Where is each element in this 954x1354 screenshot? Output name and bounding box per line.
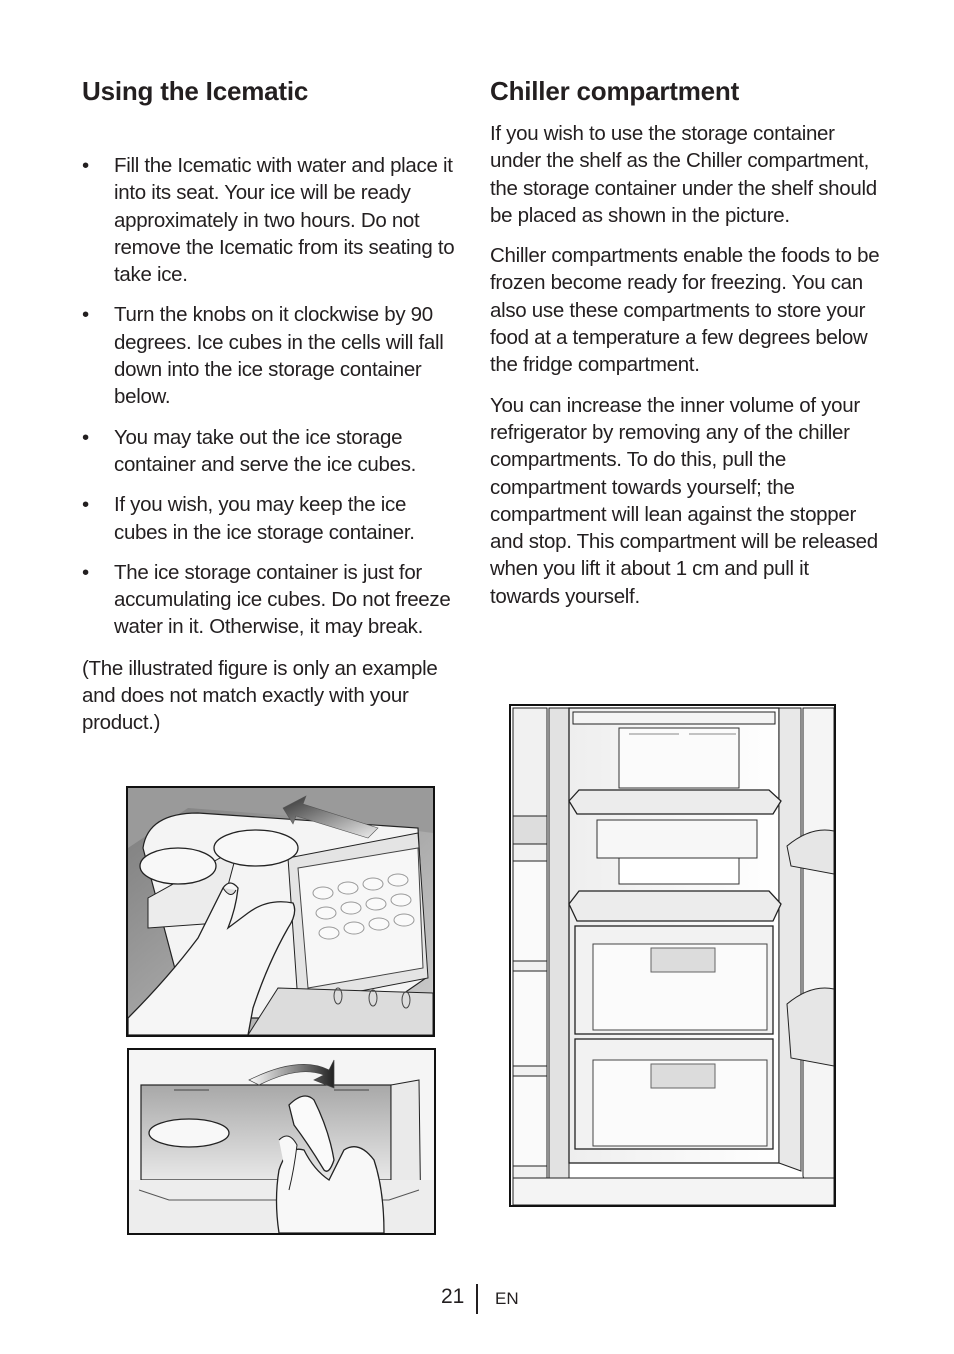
bullet-icon: • [82,154,89,177]
chiller-paragraph-1: If you wish to use the storage container under the shelf as the Chiller compartment, the storage container under the shelf should be placed as shown in the picture. [490,122,877,227]
chiller-paragraph-2: Chiller compartments enable the foods to be frozen become ready for freezing. You can also use these compartments to store your food at a temperature a few degrees below the fridge compartment. [490,244,880,377]
chiller-section [490,74,880,610]
list-item [82,424,460,479]
chiller-paragraph-3: You can increase the inner volume of your refrigerator by removing any of the chiller compartments. To do this, pull the compartment towards yourself; the compartment will lean against the stopper and stop. This compartment will be released when you lift it about 1 cm and pull it towards yourself. [490,393,878,608]
icematic-knob-illustration [127,1048,436,1235]
illustration-disclaimer: (The illustrated figure is only an example and does not match exactly with your product.) [82,656,438,735]
icematic-section [82,74,460,737]
list-item-text: The ice storage container is just for accumulating ice cubes. Do not freeze water in it. Otherwise, it may break. [114,560,451,639]
list-item [82,152,460,288]
footer-divider [476,1284,478,1314]
list-item-text: You may take out the ice storage container and serve the ice cubes. [114,425,417,476]
icematic-heading: Using the Icematic [82,76,309,106]
list-item-text: Fill the Icematic with water and place it into its seat. Your ice will be ready approximately in two hours. Do not remove the Icematic from its seating to take ice. [114,154,455,287]
list-item [82,301,460,410]
list-item [82,491,460,546]
page-number: 21 [441,1285,465,1308]
list-item-text: If you wish, you may keep the ice cubes in the ice storage container. [114,493,415,544]
bullet-icon: • [82,303,89,327]
bullet-icon: • [82,493,89,517]
list-item [82,559,460,641]
page-footer [0,1284,954,1316]
icematic-tray-illustration [126,786,435,1037]
bullet-icon: • [82,425,89,449]
icematic-instructions-list [82,152,460,641]
bullet-icon: • [82,560,89,584]
chiller-heading: Chiller compartment [490,76,740,106]
refrigerator-chiller-illustration [509,704,836,1207]
language-code: EN [495,1289,519,1308]
list-item-text: Turn the knobs on it clockwise by 90 degrees. Ice cubes in the cells will fall down into the ice storage container below. [114,303,444,409]
